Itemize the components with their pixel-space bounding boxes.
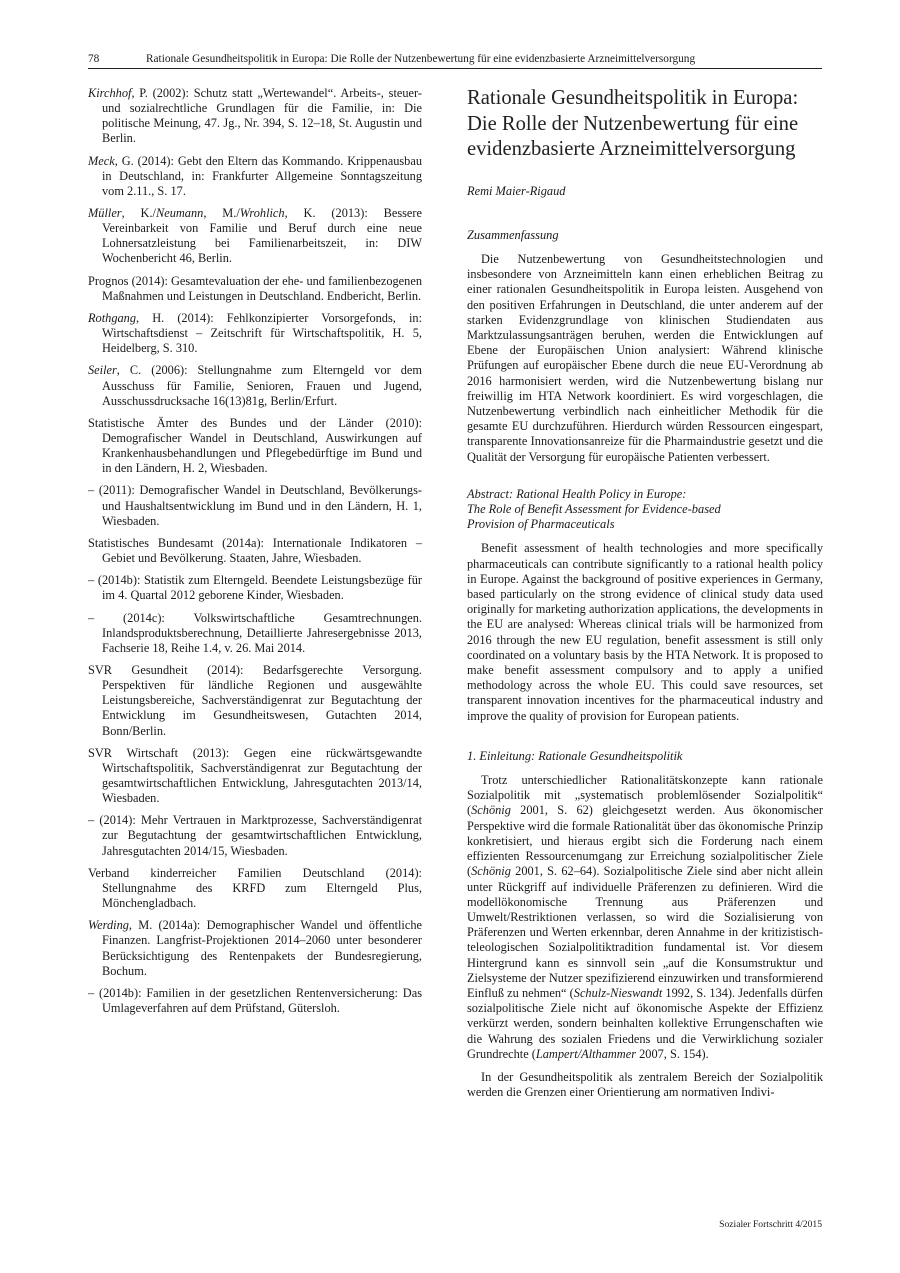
abstract-text: Benefit assessment of health technologies and more specifically pharmaceuticals can contribute significantly to a rational health policy in Europe. Against the background of positive experiences in Germany, based particularly on the strong evidence of clinical study data used originally for marketing authorization applications, the developments in the EU are analysed: Whereas clinical trials will be harmonized from 2016 through the new EU regulation, benefit assessment is still only coordinated on a voluntary basis by the HTA Network. It is proposed to make benefit assessment compulsory and to apply a unified methodology across the whole EU. This could save resources, set transparent innovation incentives for the pharmaceutical industry and improve the quality of provision for European patients. (467, 541, 823, 723)
references-column (88, 86, 422, 1023)
abstract-heading: Abstract: Rational Health Policy in Europe: The Role of Benefit Assessment for Evidence-based Provision of Pharmaceuticals (467, 486, 721, 532)
header-rule (88, 68, 822, 69)
article-title: Rationale Gesundheitspolitik in Europa: Die Rolle der Nutzenbewertung für eine evidenzbasierte Arzneimittelversorgung (467, 87, 799, 161)
reference-entry: Statistisches Bundesamt (2014a): Internationale Indikatoren – Gebiet und Bevölkerung. Staaten, Jahre, Wiesbaden. (88, 535, 422, 566)
section-1-paragraph: Trotz unterschiedlicher Rationalitätskonzepte kann rationale Sozialpolitik mit „systematisch problemlösender Sozialpolitik“ (Schönig 2001, S. 62) gleichgesetzt werden. Aus ökonomischer Perspektive wird die formale Rationalität über das ökonomische Prinzip konkretisiert, und hieraus ergibt sich die Forderung nach einem effizienten Ressourcenumgang zur Erreichung sozialpolitischer Ziele (Schönig 2001, S. 62–64). Sozialpolitische Ziele sind aber nicht allein unter Rückgriff auf individuelle Präferenzen zu definieren. Wird die modellökonomische Trennung aus Präferenzen und Umwelt/Restriktionen verlassen, so wird die Sozialisierung von Präferenzen und Werten erkennbar, deren Annahme in der kritizistisch-teleologischen Sozialpolitiktradition fundamental ist. Vor diesem Hintergrund kann es sinnvoll sein „auf die Konsumstruktur und Zielsysteme der Nutzer spezifizierend einzuwirken und transformierend Einfluß zu nehmen“ (Schulz-Nieswandt 1992, S. 134). Jedenfalls dürfen sozialpolitische Ziele nicht auf ökonomische Aspekte der Effizienz verkürzt werden, sondern beinhalten kollektive Errungenschaften wie die Wahrung des sozialen Friedens und die Verwirklichung sozialer Grundrechte (Lampert/Althammer 2007, S. 154). (467, 773, 823, 1061)
reference-entry: Meck, G. (2014): Gebt den Eltern das Kommando. Krippenausbau in Deutschland, in: Frankfurter Allgemeine Sonntagszeitung vom 2.11., S. 17. (88, 153, 422, 198)
reference-entry: SVR Gesundheit (2014): Bedarfsgerechte Versorgung. Perspektiven für ländliche Regionen und ausgewählte Leistungsbereiche, Sachverständigenrat zur Begutachtung der Entwicklung im Gesundheitswesen, Gutachten 2014, Bonn/Berlin. (88, 663, 422, 738)
article-author: Remi Maier-Rigaud (467, 183, 566, 198)
section-1-paragraph-2: In der Gesundheitspolitik als zentralem Bereich der Sozialpolitik werden die Grenzen einer Orientierung am normativen Indivi- (467, 1069, 823, 1100)
zusammenfassung-heading: Zusammenfassung (467, 227, 559, 242)
page-number: 78 (88, 53, 100, 65)
reference-entry: Kirchhof, P. (2002): Schutz statt „Wertewandel“. Arbeits-, steuer- und sozialrechtliche Grundlagen für die Familie, in: Die politische Meinung, 47. Jg., Nr. 394, S. 12–18, St. Augustin und Berlin. (88, 86, 422, 146)
reference-entry: – (2011): Demografischer Wandel in Deutschland, Bevölkerungs- und Haushaltsentwicklung im Bund und in den Ländern, H. 1, Wiesbaden. (88, 483, 422, 528)
reference-entry: Müller, K./Neumann, M./Wrohlich, K. (2013): Bessere Vereinbarkeit von Familie und Beruf durch eine neue Lohnersatzleistung bei Familienarbeitszeit, in: DIW Wochenbericht 46, Berlin. (88, 206, 422, 266)
reference-entry: Prognos (2014): Gesamtevaluation der ehe- und familienbezogenen Maßnahmen und Leistungen in Deutschland. Endbericht, Berlin. (88, 273, 422, 303)
article-column (467, 86, 823, 1100)
reference-entry: Seiler, C. (2006): Stellungnahme zum Elterngeld vor dem Ausschuss für Familie, Senioren, Frauen und Jugend, Ausschussdrucksache 16(13)81g, Berlin/Erfurt. (88, 363, 422, 408)
running-header (88, 52, 822, 68)
zusammenfassung-text: Die Nutzenbewertung von Gesundheitstechnologien und insbesondere von Arzneimitteln kann einen erheblichen Beitrag zu einer rationalen Gesundheitspolitik in Europa leisten. Ausgehend von den positiven Erfahrungen in Deutschland, die unter anderem auf der starken Evidenzgrundlage von klinischen Studiendaten aus Marktzulassungsanträgen beruhen, werden die Entwicklungen auf Ebene der Europäischen Union analysiert: Während klinische Prüfungen auf europäischer Ebene durch die neue EU-Verordnung ab 2016 harmonisiert werden, wird die Nutzenbewertung bislang nur freiwillig im HTA Network koordiniert. Es wird vorgeschlagen, die Nutzenbewertung verbindlich nach einheitlicher Methodik für die gesamte EU durchzuführen. Hierdurch würden Ressourcen eingespart, transparente Innovationsanreize für die Pharmaindustrie gesetzt und die Qualität der Versorgung für europäische Patienten verbessert. (467, 251, 823, 464)
section-1-heading: 1. Einleitung: Rationale Gesundheitspolitik (467, 748, 683, 763)
reference-entry: – (2014b): Familien in der gesetzlichen Rentenversicherung: Das Umlageverfahren auf dem Prüfstand, Gütersloh. (88, 985, 422, 1015)
reference-entry: – (2014c): Volkswirtschaftliche Gesamtrechnungen. Inlandsproduktsberechnung, Detaillierte Jahresergebnisse 2013, Fachserie 18, Reihe 1.4, v. 26. Mai 2014. (88, 610, 422, 655)
reference-entry: Rothgang, H. (2014): Fehlkonzipierter Vorsorgefonds, in: Wirtschaftsdienst – Zeitschrift für Wirtschaftspolitik, H. 5, Heidelberg, S. 310. (88, 310, 422, 356)
reference-entry: Werding, M. (2014a): Demographischer Wandel und öffentliche Finanzen. Langfrist-Projektionen 2014–2060 unter besonderer Berücksichtigung des Rentenpakets der Bundesregierung, Bochum. (88, 918, 422, 978)
reference-entry: Verband kinderreicher Familien Deutschland (2014): Stellungnahme des KRFD zum Elterngeld Plus, Mönchengladbach. (88, 865, 422, 911)
running-title: Rationale Gesundheitspolitik in Europa: Die Rolle der Nutzenbewertung für eine evidenzbasierte Arzneimittelversorgung (146, 53, 696, 65)
reference-entry: – (2014b): Statistik zum Elterngeld. Beendete Leistungsbezüge für im 4. Quartal 2012 geborene Kinder, Wiesbaden. (88, 573, 422, 603)
journal-footer: Sozialer Fortschritt 4/2015 (719, 1219, 822, 1230)
reference-entry: SVR Wirtschaft (2013): Gegen eine rückwärtsgewandte Wirtschaftspolitik, Sachverständigenrat zur Begutachtung der gesamtwirtschaftlichen Entwicklung, Jahresgutachten 2013/14, Wiesbaden. (88, 745, 422, 806)
reference-entry: – (2014): Mehr Vertrauen in Marktprozesse, Sachverständigenrat zur Begutachtung der gesamtwirtschaftlichen Entwicklung, Jahresgutachten 2014/15, Wiesbaden. (88, 813, 422, 858)
reference-entry: Statistische Ämter des Bundes und der Länder (2010): Demografischer Wandel in Deutschland, Auswirkungen auf Krankenhausbehandlungen und Pflegebedürftige im Bund und in den Ländern, H. 2, Wiesbaden. (88, 415, 422, 476)
